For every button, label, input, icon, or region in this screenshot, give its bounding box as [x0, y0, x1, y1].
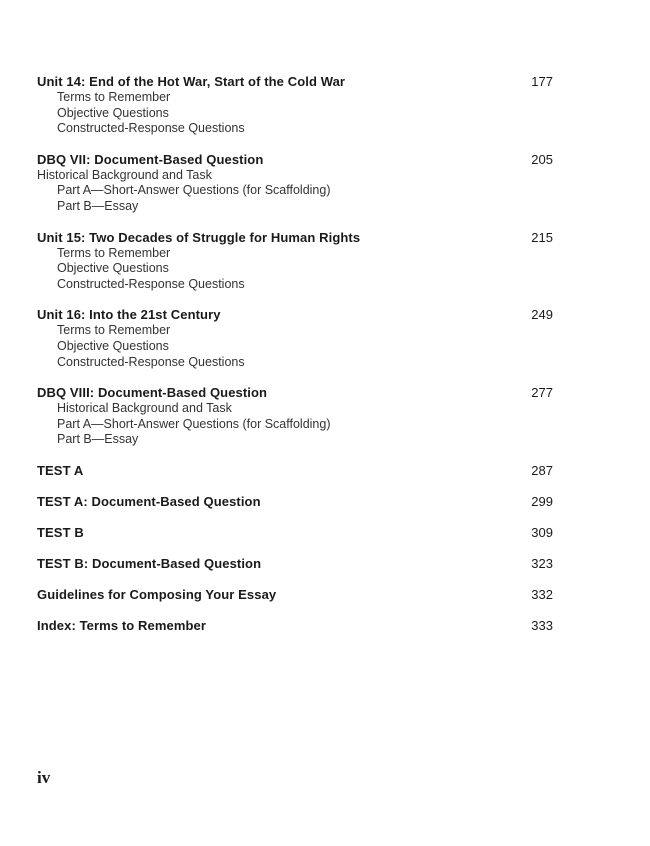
toc-entry-index	[37, 618, 557, 634]
toc-entry-title: DBQ VIII: Document-Based Question	[37, 385, 268, 401]
toc-entry-title: TEST A	[37, 462, 84, 478]
toc-subentry: Part A—Short-Answer Questions (for Scaffolding)	[57, 183, 331, 198]
toc-entry-title: DBQ VII: Document-Based Question	[37, 151, 264, 167]
toc-entry-title: TEST B	[37, 524, 84, 540]
toc-entry-test-b-dbq	[37, 556, 557, 572]
toc-page-number: 177	[531, 74, 553, 89]
toc-subentry: Terms to Remember	[57, 245, 171, 260]
toc-subentry: Terms to Remember	[57, 323, 171, 338]
toc-entry-dbq-viii	[37, 385, 557, 448]
toc-entry-test-a	[37, 463, 557, 479]
toc-subentry: Constructed-Response Questions	[57, 276, 245, 291]
toc-entry-title: Unit 15: Two Decades of Struggle for Human Rights	[37, 229, 361, 245]
toc-page-number: 249	[531, 307, 553, 323]
toc-entry-title: Unit 14: End of the Hot War, Start of the Cold War	[37, 74, 346, 89]
toc-subentry: Constructed-Response Questions	[57, 121, 245, 136]
toc-subentry: Objective Questions	[57, 105, 169, 120]
toc-subentry: Historical Background and Task	[57, 401, 232, 416]
toc-entry-unit-15	[37, 230, 557, 293]
toc-page-number: 205	[531, 151, 553, 167]
page-folio: iv	[37, 768, 51, 787]
toc-entry-unit-16	[37, 307, 557, 370]
toc-subentry: Objective Questions	[57, 261, 169, 276]
toc-subentry: Part A—Short-Answer Questions (for Scaffolding)	[57, 416, 331, 431]
toc-page-number: 309	[531, 524, 553, 540]
toc-subentry: Constructed-Response Questions	[57, 354, 245, 369]
toc-entry-guidelines	[37, 587, 557, 603]
toc-entry-unit-14	[37, 74, 557, 137]
toc-subentry: Part B—Essay	[57, 198, 139, 213]
toc-page-number: 332	[531, 586, 553, 602]
toc-subentry: Part B—Essay	[57, 432, 139, 447]
toc-page-number: 333	[531, 617, 553, 633]
toc-entry-title: Guidelines for Composing Your Essay	[37, 586, 277, 602]
toc-subentry: Historical Background and Task	[37, 167, 212, 182]
toc-entry-test-a-dbq	[37, 494, 557, 510]
toc-entry-title: Index: Terms to Remember	[37, 617, 207, 633]
toc-subentry: Terms to Remember	[57, 90, 171, 104]
toc-subentry: Objective Questions	[57, 338, 169, 353]
table-of-contents	[37, 74, 557, 649]
toc-page-number: 299	[531, 493, 553, 509]
toc-page-number: 277	[531, 385, 553, 401]
toc-entry-title: Unit 16: Into the 21st Century	[37, 307, 221, 323]
toc-page-number: 287	[531, 462, 553, 478]
toc-page-number: 215	[531, 229, 553, 245]
toc-entry-dbq-vii	[37, 152, 557, 215]
toc-entry-title: TEST B: Document-Based Question	[37, 555, 262, 571]
toc-entry-test-b	[37, 525, 557, 541]
toc-entry-title: TEST A: Document-Based Question	[37, 493, 261, 509]
toc-page-number: 323	[531, 555, 553, 571]
